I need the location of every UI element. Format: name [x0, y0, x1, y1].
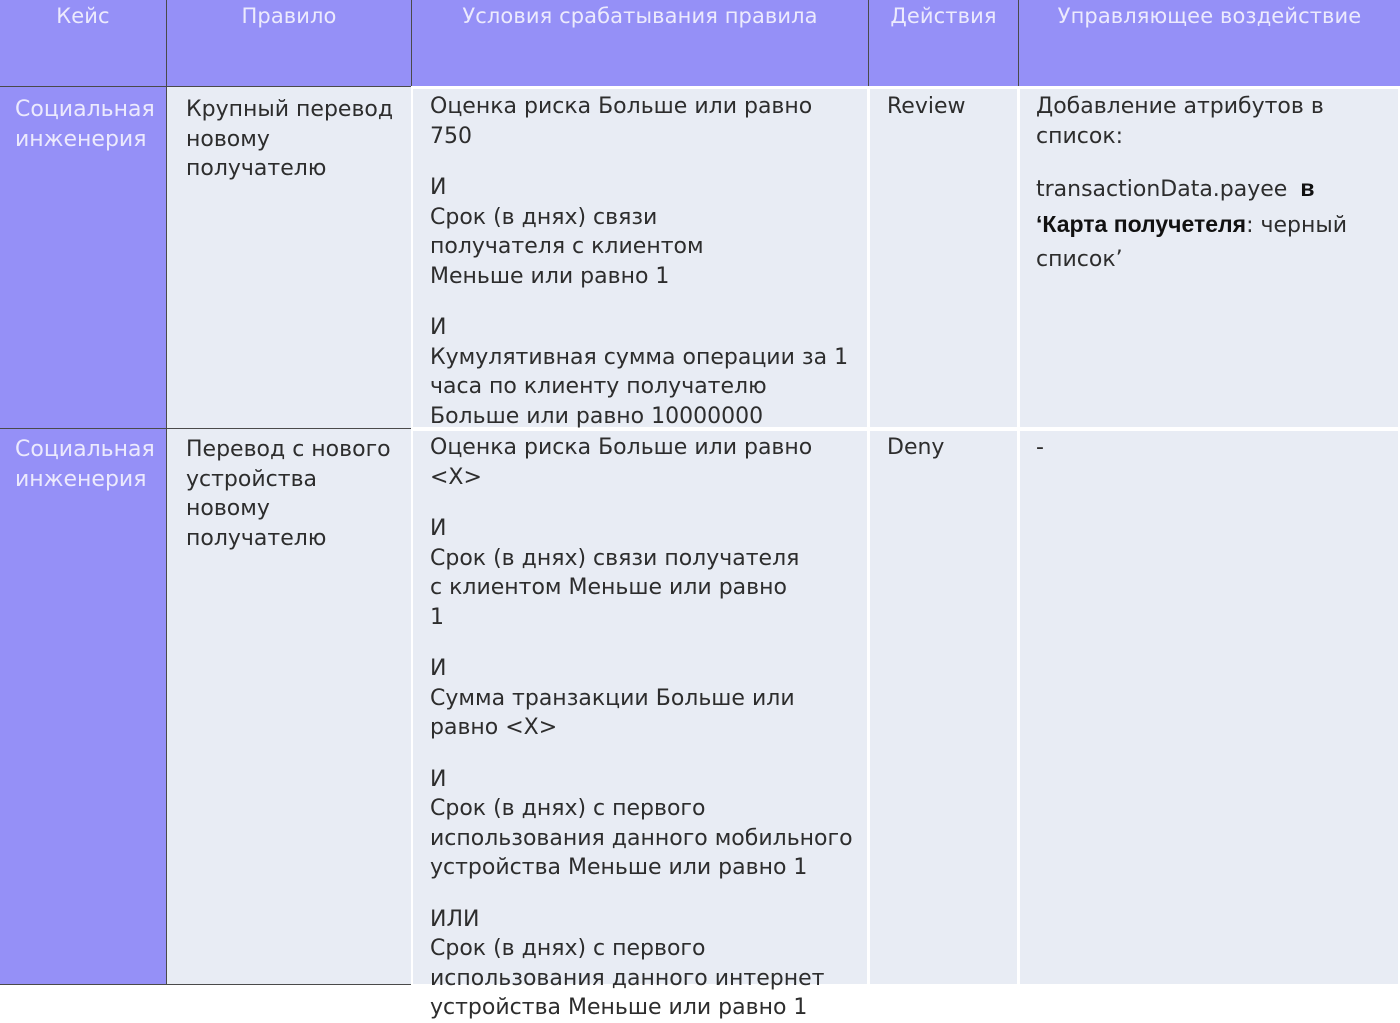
row2-condition-3: Сумма транзакции Больше или равно <X> [430, 685, 795, 740]
header-actions: Действия [868, 0, 1018, 86]
row1-condition-3: Кумулятивная сумма операции за 1 часа по клиенту получателю Больше или равно 10000000 [430, 344, 849, 429]
header-rule: Правило [166, 0, 411, 86]
row1-rule: Крупный перевод новому получателю [186, 97, 394, 181]
row2-case: Социальная инженерия [15, 437, 155, 492]
row2-condition-5: Срок (в днях) с первого использования данного интернет устройства Меньше или равно 1 [430, 936, 825, 1020]
row2-action: Deny [887, 435, 945, 460]
row1-condition-op-1: И [430, 175, 447, 200]
header-conditions: Условия срабатывания правила [411, 0, 868, 86]
row2-condition-2: Срок (в днях) связи получателя с клиентом Меньше или равно 1 [430, 545, 800, 630]
row2-control: - [1036, 435, 1044, 460]
row2-case-cell [0, 429, 166, 985]
row1-case-cell [0, 86, 166, 429]
row2-condition-op-3: И [430, 766, 447, 792]
row1-case: Социальная инженерия [15, 97, 155, 152]
row2-condition-1: Оценка риска Больше или равно <X> [430, 435, 813, 490]
row1-control-intro: Добавление атрибутов в список: [1036, 94, 1324, 149]
row1-conditions-cell [413, 89, 867, 427]
row1-control-text [1036, 171, 1388, 277]
row1-rule-cell [166, 86, 411, 429]
row1-control-list: в ‘Карта получетеля [1036, 175, 1315, 237]
row1-condition-1: Оценка риска Больше или равно 750 [430, 94, 813, 149]
row1-condition-op-2: И [430, 315, 447, 340]
row1-control-cell [1020, 89, 1398, 427]
row2-control-cell [1020, 431, 1398, 984]
row1-condition-2: Срок (в днях) связи получателя с клиентом Меньше или равно 1 [430, 204, 704, 289]
row1-control-tail: : черный список’ [1036, 213, 1348, 272]
row2-condition-op-1: И [430, 516, 447, 541]
row2-condition-op-2: И [430, 656, 447, 681]
row2-condition-4: Срок (в днях) с первого использования данного мобильного устройства Меньше или равно 1 [430, 796, 853, 880]
row2-action-cell [870, 431, 1017, 984]
row1-control-attr: transactionData.payee [1036, 177, 1288, 202]
row2-rule: Перевод с нового устройства новому получателю [186, 437, 391, 551]
row2-rule-cell [166, 429, 411, 985]
header-control: Управляющее воздействие [1018, 0, 1400, 86]
row1-action-cell [870, 89, 1017, 427]
header-case: Кейс [0, 0, 166, 86]
row2-condition-op-4: ИЛИ [430, 906, 480, 932]
row1-action: Review [887, 94, 966, 119]
row2-conditions-cell [413, 431, 867, 1020]
